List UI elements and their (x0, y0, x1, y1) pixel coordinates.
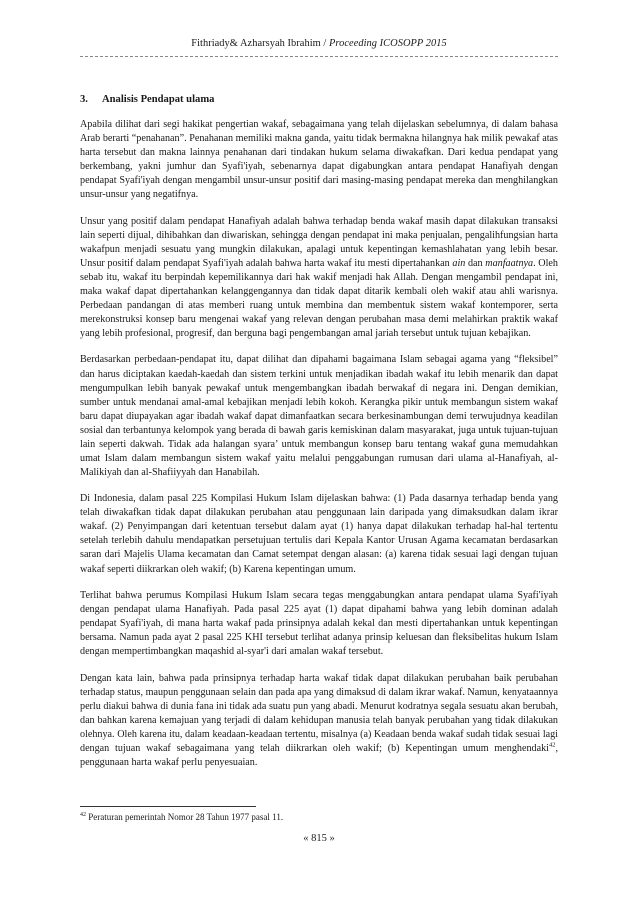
paragraph-1: Apabila dilihat dari segi hakikat pengertian wakaf, sebagaimana yang telah dijelaskan sebelumnya, di dalam bahasa Arab berarti “penahanan”. Penahanan memiliki makna ganda, yaitu tidak bermakna hilangnya hak milik pewakaf atas harta tersebut dan makna lainnya penahanan dari tindakan hukum selama diwakafkan. Dari kedua pendapat yang berkembang, yakni jumhur dan Syafi'iyah, sebenarnya dapat digabungkan antara pendapat Hanafiyah dengan pendapat Syafi'iyah dengan mengambil unsur-unsur positif dari masing-masing pendapat mereka dan menghilangkan unsur-unsur yang negatifnya. (80, 119, 558, 201)
body-text (80, 118, 558, 782)
footnote (80, 812, 558, 822)
paragraph-5: Terlihat bahwa perumus Kompilasi Hukum Islam secara tegas menggabungkan antara pendapat ulama Syafi'iyah dengan pendapat ulama Hanafiyah. Pada pasal 225 ayat (1) dapat dipahami bahwa yang lebih dominan adalah pendapat Syafi'iyah, di mana harta wakaf pada prinsipnya adalah kekal dan mesti dipertahankan untuk kepentingan bersama. Namun pada ayat 2 pasal 225 KHI tersebut terlihat adanya prinsip keluesan dan fleksibelitas hukum Islam dengan mempertimbangkan maqashid al-syar'i dari amalan wakaf tersebut. (80, 589, 558, 658)
italic-manfaatnya: manfaatnya (485, 257, 534, 269)
paragraph-6-text-a: Dengan kata lain, bahwa pada prinsipnya terhadap harta wakaf tidak dapat dilakukan perubahan baik perubahan terhadap status, maupun penggunaan selain dan pada apa yang dimaksud di dalam ikrar wakaf. Namun, kenyataannya perlu diakui bahwa di dunia fana ini tidak ada suatu pun yang abadi. Menurut kodratnya segala sesuatu akan berubah, dan bahkan karena kemajuan yang terjadi di dalam kehidupan manusia telah banyak perubahan yang tidak dilakukan olehnya. Oleh karena itu, dalam keadaan-keadaan tertentu, misalnya (a) Keadaan benda wakaf sudah tidak sesuai lagi dengan tujuan wakaf sebagaimana yang telah diikrarkan oleh wakif; (b) Kepentingan umum menghendaki (80, 672, 558, 754)
paragraph-2-text-a: Unsur yang positif dalam pendapat Hanafiyah adalah bahwa terhadap benda wakaf masih dapat dilakukan transaksi lain seperti dijual, dihibahkan dan diwariskan, sehingga dengan pendapat ini maka penjualan, pengalihfungsian harta wakafpun menjadi sesuatu yang mungkin dilakukan, apalagi untuk kepentingan kemashlahatan yang lebih besar. Unsur positif dalam pendapat Syafi'iyah adalah bahwa harta wakaf itu mesti dipertahankan (80, 215, 558, 269)
running-header (0, 38, 638, 49)
paragraph-2-text-dan: dan (465, 257, 486, 269)
page-number: « 815 » (303, 833, 335, 844)
italic-ain: ain (452, 257, 466, 269)
paragraph-6 (80, 672, 558, 770)
paragraph-2 (80, 215, 558, 341)
section-title: Analisis Pendapat ulama (102, 94, 215, 105)
footnote-marker: 42 (80, 812, 86, 818)
paragraph-6-text-b: , penggunaan harta wakaf perlu penyesuaian. (80, 742, 558, 768)
header-rule (80, 56, 558, 57)
paragraph-3: Berdasarkan perbedaan-pendapat itu, dapat dilihat dan dipahami bagaimana Islam sebagai agama yang “fleksibel” dan harus diciptakan kaedah-kaedah dan sistem terkini untuk menjadikan ibadah wakaf itu lebih menarik dan dapat mengumpulkan lebih banyak pewakaf untuk mengembangkan ibadah berwakaf di negara ini. Dengan demikian, sumber untuk mendanai amal-amal kebajikan menjadi lebih kokoh. Kerangka pikir untuk membangun sistem wakaf baru dapat diupayakan agar ibadah wakaf dapat dimanfaatkan secara berkesinambungan demi terwujudnya keadilan sosial dan terbantunya kelompok yang berada di bawah garis kemiskinan dalam masyarakat, juga untuk tujuan-tujuan lain seperti dakwah. Tidak ada halangan syara’ untuk membangun konsep baru tentang wakaf guna memudahkan umat Islam dalam membangun sistem wakaf yaitu melalui penggabungan rumusan dari ulama al-Hanafiyah, al-Malikiyah dan al-Shafiiyyah dan Hanabilah. (80, 354, 558, 478)
header-proceeding: Proceeding ICOSOPP 2015 (329, 38, 447, 49)
footnote-text: Peraturan pemerintah Nomor 28 Tahun 1977 pasal 11. (86, 812, 284, 822)
footnote-rule (80, 806, 256, 807)
paragraph-2-text-b: . Oleh sebab itu, wakaf itu berpindah kepemilikannya dari hak wakif menjadi hak Allah. Dengan mengambil pendapat ini, maka wakaf dapat dipertahankan kelanggengannya dan tidak dapat ditarik kembali oleh wakif atau ahli warisnya. Perbedaan pandangan di atas memberi ruang untuk membina dan membentuk sistem wakaf kontemporer, serta merekonstruksi konsep baru mengenai wakaf yang relevan dengan perubahan masa demi melahirkan praktik wakaf yang lebih profesional, progresif, dan berguna bagi pengembangan amal jariah tersebut untuk tujuan kebajikan. (80, 257, 558, 340)
section-number: 3. (80, 94, 88, 105)
paragraph-4: Di Indonesia, dalam pasal 225 Kompilasi Hukum Islam dijelaskan bahwa: (1) Pada dasarnya terhadap benda yang telah diwakafkan tidak dapat dilakukan perubahan atau penggunaan lain daripada yang dimaksudkan dalam ikrar wakaf. (2) Penyimpangan dari ketentuan tersebut dalam ayat (1) hanya dapat dilakukan terhadap hal-hal tertentu setelah terlebih dahulu mendapatkan persetujuan tertulis dari Kepala Kantor Urusan Agama kecamatan berdasarkan saran dari Majelis Ulama kecamatan dan Camat setempat dengan alasan: (a) karena tidak sesuai lagi dengan tujuan wakaf seperti diikrarkan oleh wakif; (b) Karena kepentingan umum. (80, 493, 558, 575)
footnote-reference[interactable]: 42 (548, 741, 556, 749)
section-heading (80, 94, 214, 105)
header-authors: Fithriady& Azharsyah Ibrahim / (191, 38, 330, 49)
